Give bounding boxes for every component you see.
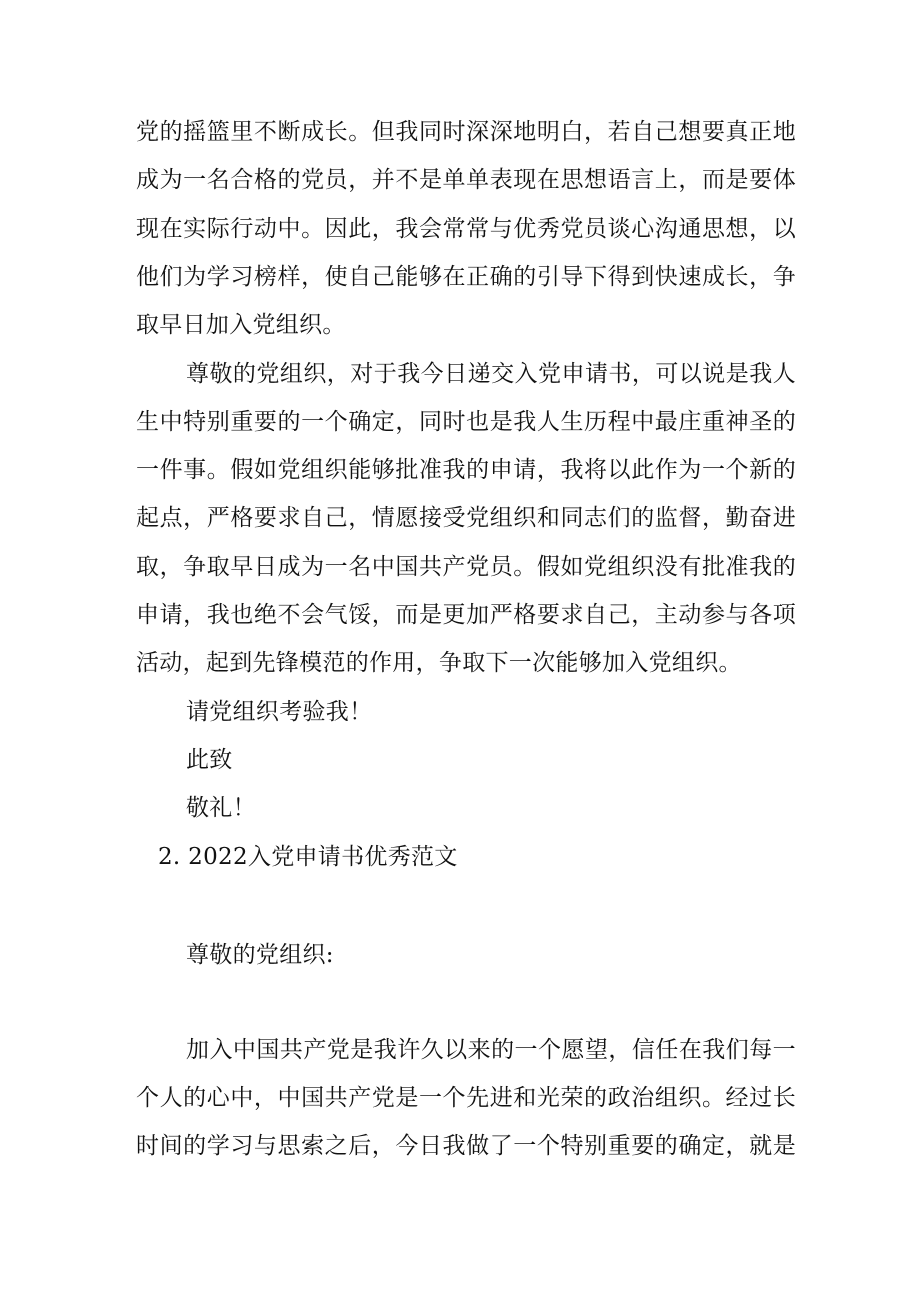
paragraph-2-line-7: 活动，起到先锋模范的作用，争取下一次能够加入党组织。	[136, 650, 742, 676]
paragraph-3-line-1: 加入中国共产党是我许久以来的一个愿望，信任在我们每一	[186, 1037, 796, 1063]
paragraph-2-line-5: 取，争取早日成为一名中国共产党员。假如党组织没有批准我的	[136, 554, 796, 580]
salutation: 尊敬的党组织:	[186, 942, 334, 968]
section-heading: 2. 2022入党申请书优秀范文	[158, 844, 458, 870]
closing-line-3: 敬礼！	[186, 795, 256, 821]
paragraph-1-line-2: 成为一名合格的党员，并不是单单表现在思想语言上，而是要体	[136, 167, 796, 193]
paragraph-2-line-3: 一件事。假如党组织能够批准我的申请，我将以此作为一个新的	[136, 457, 796, 483]
paragraph-2-line-2: 生中特别重要的一个确定，同时也是我人生历程中最庄重神圣的	[136, 409, 796, 435]
paragraph-3-line-3: 时间的学习与思索之后，今日我做了一个特别重要的确定，就是	[136, 1133, 796, 1159]
paragraph-2-line-1: 尊敬的党组织，对于我今日递交入党申请书，可以说是我人	[186, 361, 796, 387]
closing-line-1: 请党组织考验我！	[186, 699, 373, 725]
paragraph-2-line-4: 起点，严格要求自己，情愿接受党组织和同志们的监督，勤奋进	[136, 505, 796, 531]
paragraph-1-line-1: 党的摇篮里不断成长。但我同时深深地明白，若自己想要真正地	[136, 119, 796, 145]
paragraph-1-line-4: 他们为学习榜样，使自己能够在正确的引导下得到快速成长，争	[136, 264, 796, 290]
paragraph-1-line-5: 取早日加入党组织。	[136, 312, 346, 338]
closing-line-2: 此致	[186, 747, 233, 773]
paragraph-3-line-2: 个人的心中，中国共产党是一个先进和光荣的政治组织。经过长	[136, 1085, 796, 1111]
paragraph-1-line-3: 现在实际行动中。因此，我会常常与优秀党员谈心沟通思想，以	[136, 216, 796, 242]
paragraph-2-line-6: 申请，我也绝不会气馁，而是更加严格要求自己，主动参与各项	[136, 602, 796, 628]
